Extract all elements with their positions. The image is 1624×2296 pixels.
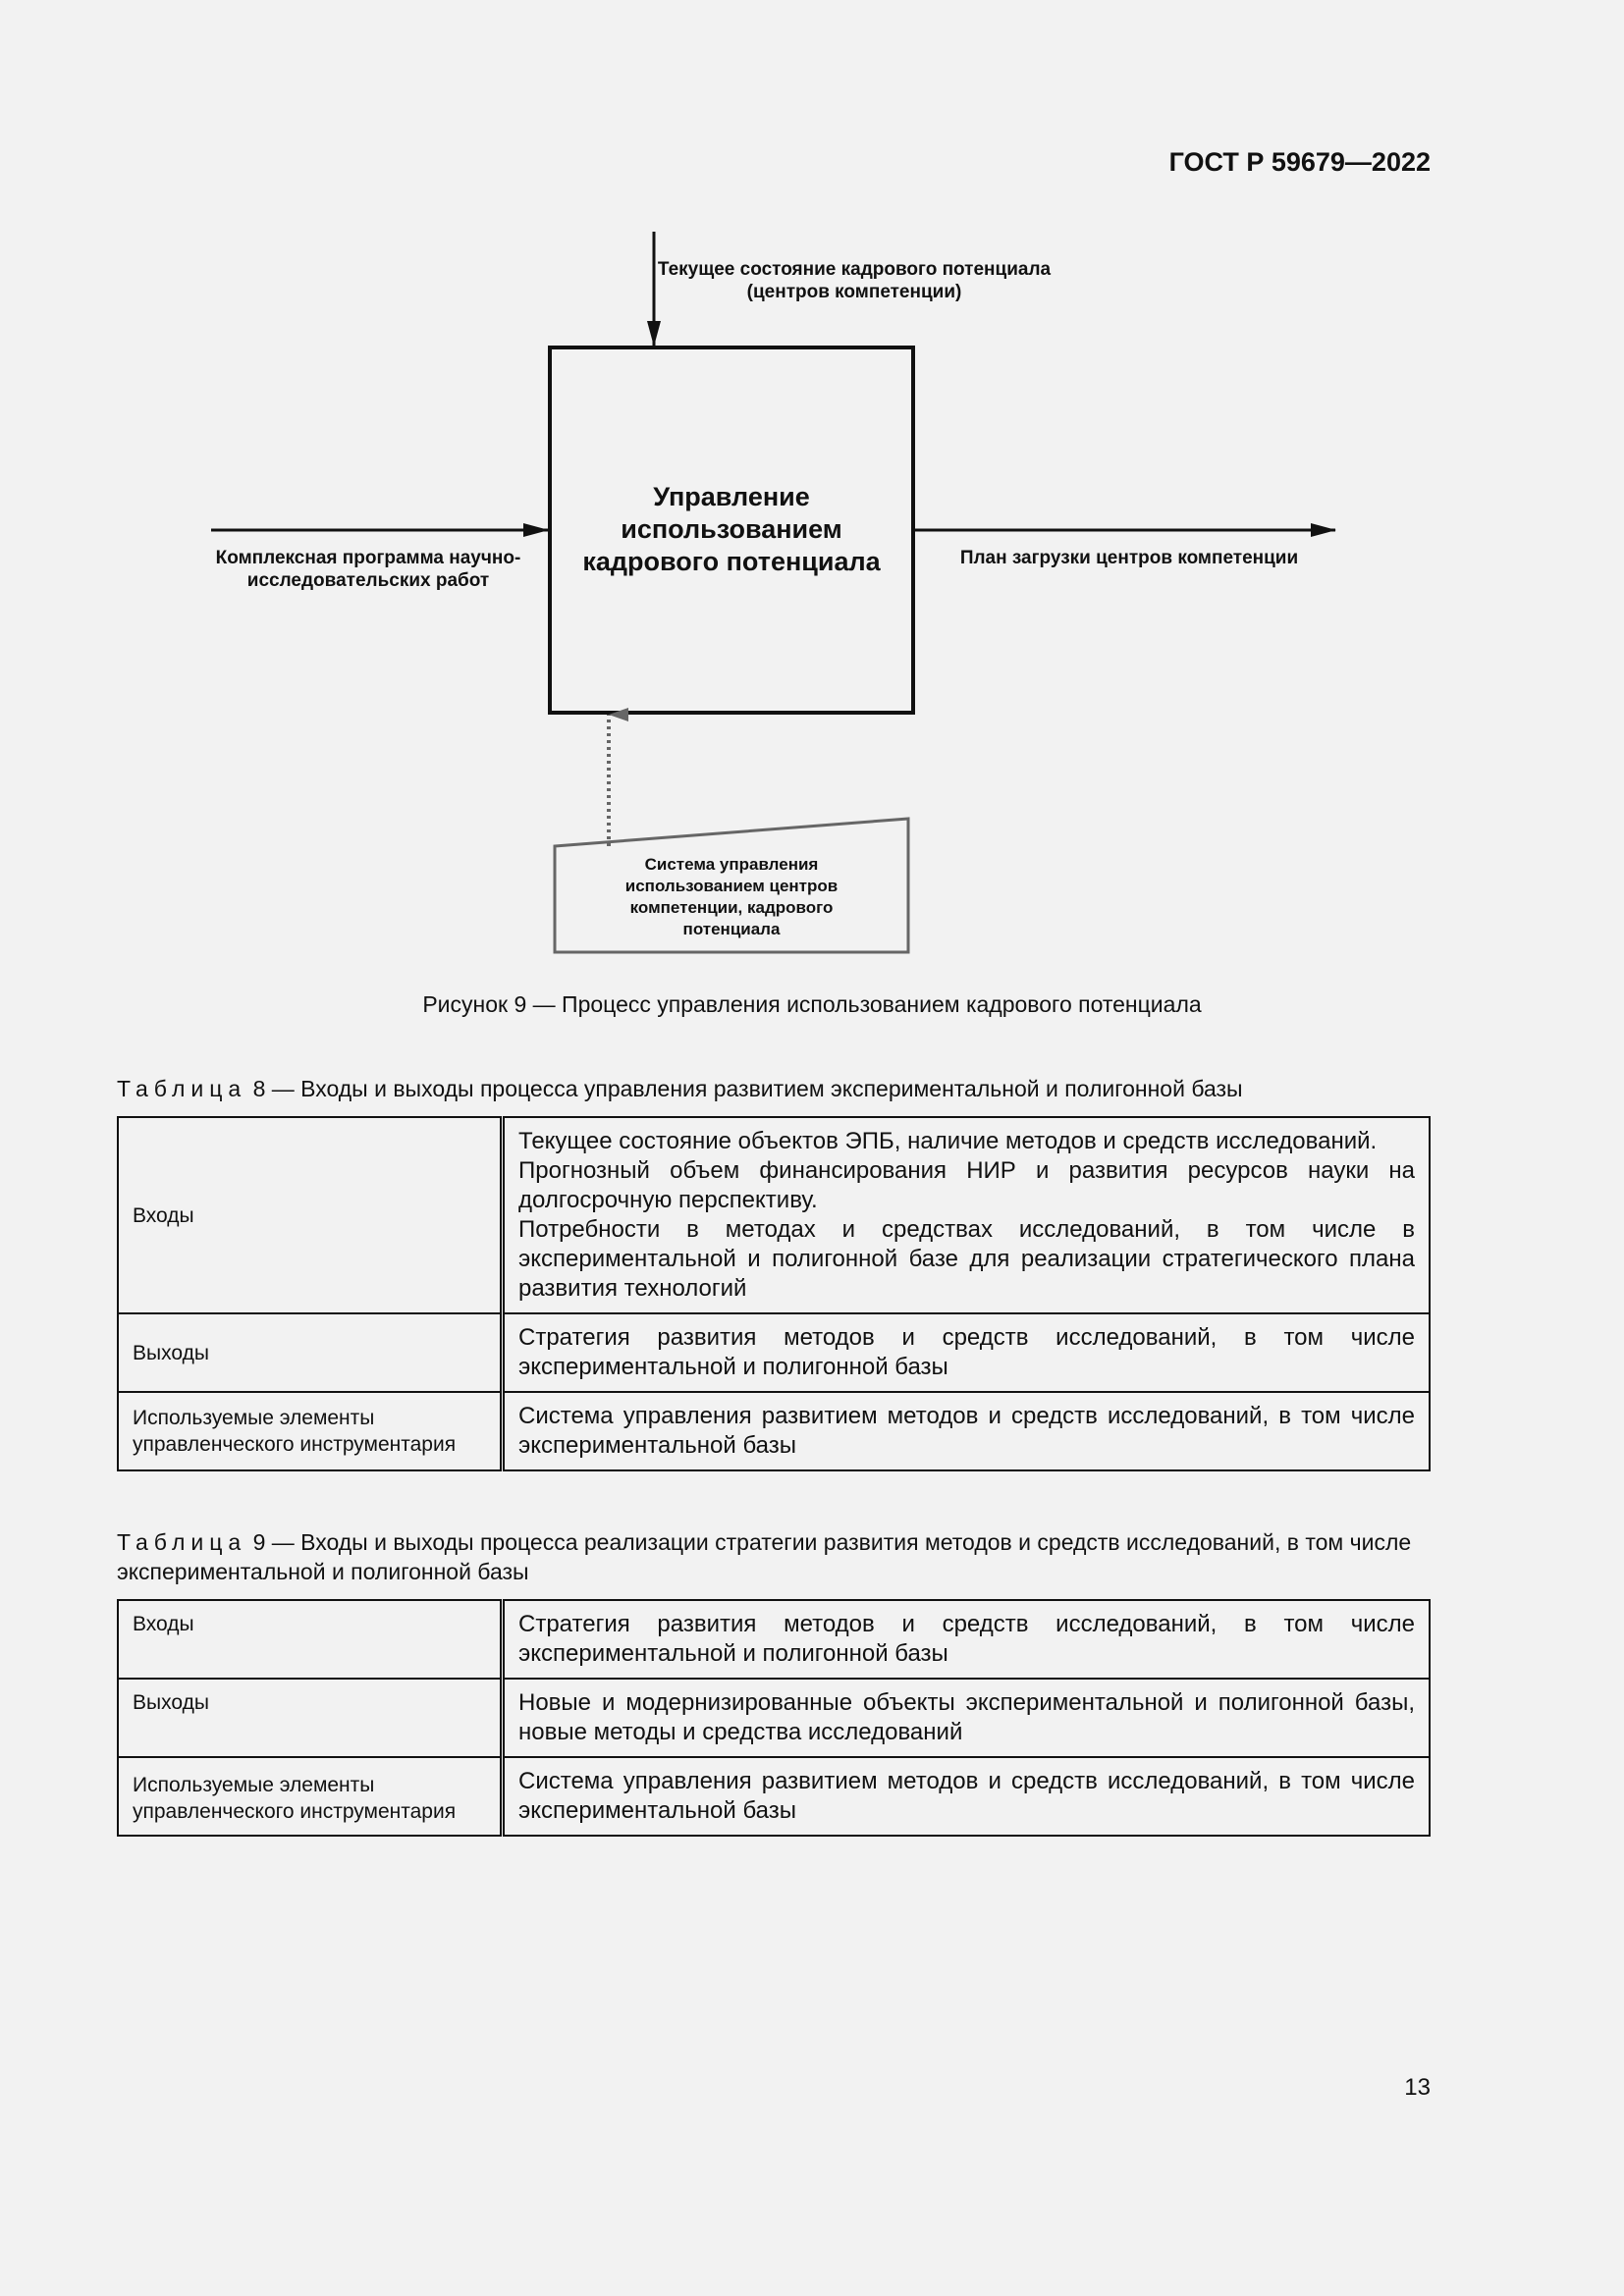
row-label: Используемые элементы управленческого инструментария (118, 1757, 503, 1836)
row-value: Система управления развитием методов и средств исследований, в том числе экспериментальной базы (503, 1757, 1431, 1836)
output-label: План загрузки центров компетенции (959, 548, 1299, 568)
page-number: 13 (1404, 2074, 1431, 2101)
row-label: Используемые элементы управленческого инструментария (118, 1392, 503, 1470)
table-row (118, 1313, 1430, 1392)
process-title: Управление использованием кадрового потенциала (582, 482, 881, 576)
document-code: ГОСТ Р 59679—2022 (1168, 147, 1431, 177)
table-row (118, 1117, 1430, 1313)
table9 (117, 1599, 1431, 1837)
table-row (118, 1600, 1430, 1679)
table8-caption: Таблица 8 — Входы и выходы процесса управления развитием экспериментальной и полигонной базы (117, 1076, 1243, 1101)
row-label: Выходы (118, 1313, 503, 1392)
table9-caption: Таблица 9 — Входы и выходы процесса реализации стратегии развития методов и средств исследований, в том числе экспериментальной и полигонной базы (117, 1529, 1412, 1584)
row-label: Выходы (118, 1679, 503, 1757)
table8 (117, 1116, 1431, 1471)
row-label: Входы (118, 1117, 503, 1313)
row-value: Текущее состояние объектов ЭПБ, наличие методов и средств исследований. Прогнозный объем финансирования НИР и развития ресурсов науки на долгосрочную перспективу. Потребности в методах и средствах исследований, в том числе в экспериментальной и полигонной базе для реализации стратегического плана развития технологий (503, 1117, 1431, 1313)
row-value: Система управления развитием методов и средств исследований, в том числе экспериментальной базы (503, 1392, 1431, 1470)
row-value: Новые и модернизированные объекты экспериментальной и полигонной базы, новые методы и средства исследований (503, 1679, 1431, 1757)
row-label: Входы (118, 1600, 503, 1679)
table-row (118, 1679, 1430, 1757)
table-row (118, 1392, 1430, 1470)
table-row (118, 1757, 1430, 1836)
mechanism-label: Система управления использованием центров компетенции, кадрового потенциала (624, 855, 839, 938)
figure-caption: Рисунок 9 — Процесс управления использованием кадрового потенциала (422, 991, 1202, 1017)
input-label: Комплексная программа научно- исследовательских работ (215, 548, 521, 591)
control-label: Текущее состояние кадрового потенциала (центров компетенции) (657, 259, 1052, 302)
row-value: Стратегия развития методов и средств исследований, в том числе экспериментальной и полигонной базы (503, 1313, 1431, 1392)
row-value: Стратегия развития методов и средств исследований, в том числе экспериментальной и полигонной базы (503, 1600, 1431, 1679)
